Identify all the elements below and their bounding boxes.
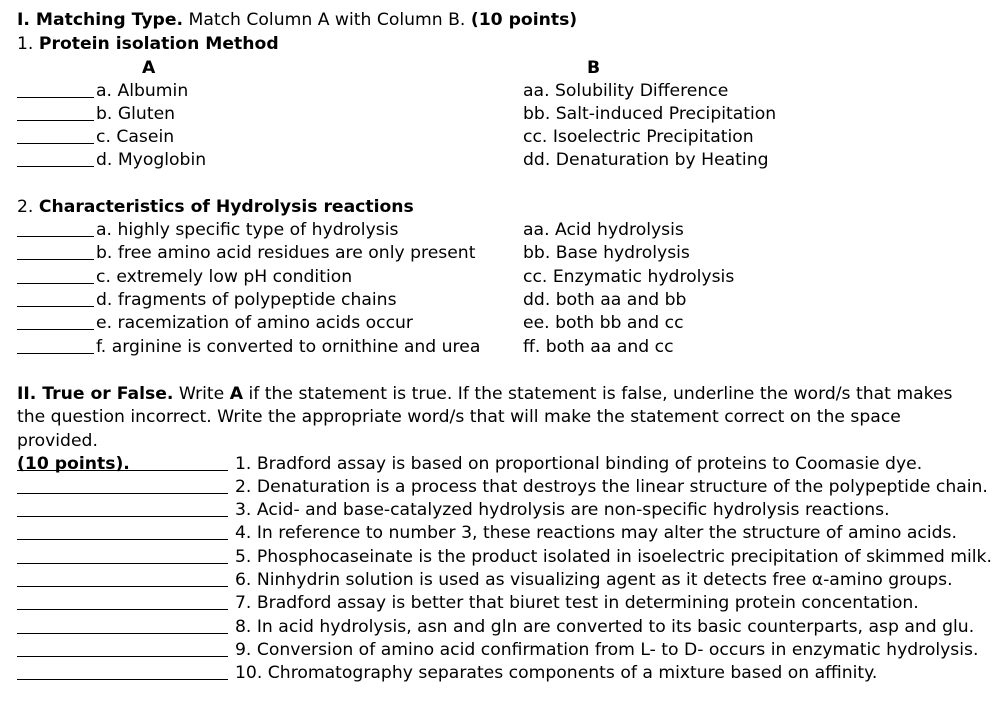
column-a-item: f. arginine is converted to ornithine and urea [96, 337, 481, 357]
answer-blank[interactable] [17, 476, 228, 494]
statement-text: 7. Bradford assay is better that biuret test in determining protein concentation. [235, 593, 919, 613]
answer-blank[interactable] [17, 126, 94, 144]
answer-blank[interactable] [17, 336, 94, 354]
answer-blank[interactable] [17, 616, 228, 634]
statement-text: 10. Chromatography separates components of a mixture based on affinity. [235, 663, 878, 683]
answer-blank[interactable] [17, 312, 94, 330]
answer-blank[interactable] [17, 266, 94, 284]
column-a-item: d. fragments of polypeptide chains [96, 290, 397, 310]
answer-blank[interactable] [17, 453, 228, 471]
part1-title-text: Protein isolation Method [38, 34, 279, 54]
column-b-item: aa. Solubility Difference [523, 81, 729, 101]
section1-heading [17, 9, 577, 32]
answer-blank[interactable] [17, 546, 228, 564]
section2-heading-bold: II. True or False. [17, 384, 174, 404]
statement-text: 9. Conversion of amino acid confirmation from L- to D- occurs in enzymatic hydrolysis. [235, 640, 979, 660]
statement-text: 8. In acid hydrolysis, asn and gln are converted to its basic counterparts, asp and glu. [235, 617, 975, 637]
statement-text: 2. Denaturation is a process that destroys the linear structure of the polypeptide chain. [235, 477, 988, 497]
column-b-item: bb. Salt-induced Precipitation [523, 104, 777, 124]
answer-blank[interactable] [17, 522, 228, 540]
section2-instr-2: if the statement is true. If the statement is false, underline the word/s that makes the question incorrect. Write the appropriate word/s that will make the statement correct on the space provided. [17, 384, 953, 451]
column-a-item: a. Albumin [96, 81, 189, 101]
column-a-item: c. extremely low pH condition [96, 267, 353, 287]
statement-text: 5. Phosphocaseinate is the product isolated in isoelectric precipitation of skimmed milk. [235, 547, 992, 567]
section2-instr-a: A [229, 384, 244, 404]
answer-blank[interactable] [17, 80, 94, 98]
statement-text: 3. Acid- and base-catalyzed hydrolysis are non-specific hydrolysis reactions. [235, 500, 890, 520]
section2-instr-1: Write [173, 384, 230, 404]
column-b-item: ff. both aa and cc [523, 337, 674, 357]
column-b-item: dd. both aa and bb [523, 290, 687, 310]
part1-title [17, 33, 279, 56]
answer-blank[interactable] [17, 242, 94, 260]
part2-title [17, 196, 414, 219]
column-a-item: b. free amino acid residues are only present [96, 243, 476, 263]
column-a-item: c. Casein [96, 127, 175, 147]
answer-blank[interactable] [17, 569, 228, 587]
statement-text: 6. Ninhydrin solution is used as visualizing agent as it detects free α-amino groups. [235, 570, 953, 590]
part2-number: 2. [17, 197, 39, 217]
column-b-item: cc. Isoelectric Precipitation [523, 127, 754, 147]
part1-number: 1. [17, 34, 39, 54]
answer-blank[interactable] [17, 289, 94, 307]
answer-blank[interactable] [17, 103, 94, 121]
section2-points: (10 points). [17, 453, 130, 474]
part2-title-text: Characteristics of Hydrolysis reactions [38, 197, 414, 217]
column-b-header: B [587, 58, 601, 78]
statement-text: 1. Bradford assay is based on proportional binding of proteins to Coomasie dye. [235, 454, 923, 474]
column-a-item: e. racemization of amino acids occur [96, 313, 413, 333]
column-a-header: A [142, 58, 156, 78]
answer-blank[interactable] [17, 219, 94, 237]
column-a-item: b. Gluten [96, 104, 176, 124]
answer-blank[interactable] [17, 662, 228, 680]
statement-text: 4. In reference to number 3, these reactions may alter the structure of amino acids. [235, 523, 957, 543]
section1-points: (10 points) [470, 10, 578, 30]
column-b-item: ee. both bb and cc [523, 313, 684, 333]
answer-blank[interactable] [17, 499, 228, 517]
section1-heading-bold: I. Matching Type. [17, 10, 184, 30]
answer-blank[interactable] [17, 149, 94, 167]
column-a-item: d. Myoglobin [96, 150, 207, 170]
section1-heading-text: Match Column A with Column B. [183, 10, 471, 30]
column-a-item: a. highly specific type of hydrolysis [96, 220, 399, 240]
column-b-item: bb. Base hydrolysis [523, 243, 690, 263]
column-b-item: dd. Denaturation by Heating [523, 150, 769, 170]
column-b-item: cc. Enzymatic hydrolysis [523, 267, 735, 287]
column-b-item: aa. Acid hydrolysis [523, 220, 684, 240]
answer-blank[interactable] [17, 592, 228, 610]
answer-blank[interactable] [17, 639, 228, 657]
